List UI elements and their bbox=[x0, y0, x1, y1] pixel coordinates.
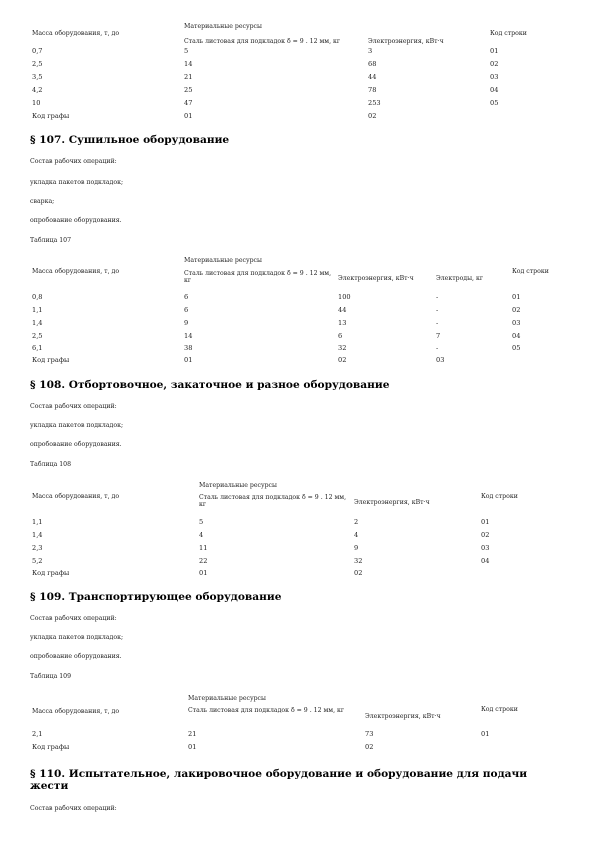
cell-electrodes: - bbox=[436, 306, 439, 314]
cell-energy: 13 bbox=[338, 319, 347, 327]
cell-energy: 44 bbox=[338, 306, 347, 314]
code-cell: 02 bbox=[365, 743, 374, 751]
col-mass-header: Масса оборудования, т, до bbox=[32, 30, 120, 37]
cell-energy: 9 bbox=[354, 544, 359, 552]
cell-steel: 6 bbox=[184, 293, 189, 301]
code-cell: 02 bbox=[354, 569, 363, 577]
col-mass-header: Масса оборудования, т, до bbox=[32, 708, 120, 715]
cell-energy: 2 bbox=[354, 518, 359, 526]
cell-energy: 3 bbox=[368, 47, 373, 55]
operations-label: Состав рабочих операций: bbox=[30, 615, 117, 622]
cell-code: 02 bbox=[481, 531, 490, 539]
section-heading: § 110. Испытательное, лакировочное оборудование и оборудование для подачи жести bbox=[30, 768, 528, 792]
cell-mass: 2,5 bbox=[32, 60, 43, 68]
col-steel-header: Сталь листовая для подкладок δ = 9 . 12 мм, кг bbox=[184, 270, 332, 284]
cell-mass: 1,4 bbox=[32, 531, 43, 539]
cell-steel: 11 bbox=[199, 544, 208, 552]
cell-code: 04 bbox=[490, 86, 499, 94]
cell-mass: 5,2 bbox=[32, 557, 43, 565]
code-cell: 01 bbox=[199, 569, 208, 577]
code-cell: 02 bbox=[368, 112, 377, 120]
code-cell: 01 bbox=[188, 743, 197, 751]
operation-item: укладка пакетов подкладок; bbox=[30, 422, 124, 429]
col-code-header: Код строки bbox=[512, 268, 549, 275]
cell-electrodes: 7 bbox=[436, 332, 441, 340]
code-row-label: Код графы bbox=[32, 112, 70, 120]
group-header: Материальные ресурсы bbox=[184, 257, 262, 264]
cell-code: 05 bbox=[512, 344, 521, 352]
col-steel-header: Сталь листовая для подкладок δ = 9 . 12 мм, кг bbox=[188, 707, 345, 714]
cell-code: 03 bbox=[481, 544, 490, 552]
code-cell: 02 bbox=[338, 356, 347, 364]
cell-energy: 44 bbox=[368, 73, 377, 81]
cell-energy: 4 bbox=[354, 531, 359, 539]
cell-energy: 68 bbox=[368, 60, 377, 68]
col-energy-header: Электроэнергия, кВт·ч bbox=[338, 275, 414, 282]
cell-electrodes: - bbox=[436, 319, 439, 327]
table-caption: Таблица 107 bbox=[30, 237, 72, 244]
cell-code: 05 bbox=[490, 99, 499, 107]
cell-energy: 6 bbox=[338, 332, 343, 340]
cell-steel: 21 bbox=[184, 73, 193, 81]
col-electrodes-header: Электроды, кг bbox=[436, 275, 484, 282]
operation-item: опробование оборудования. bbox=[30, 653, 122, 660]
operation-item: сварка; bbox=[30, 198, 55, 205]
cell-code: 02 bbox=[490, 60, 499, 68]
cell-mass: 2,3 bbox=[32, 544, 43, 552]
code-cell: 01 bbox=[184, 112, 193, 120]
cell-code: 01 bbox=[490, 47, 499, 55]
cell-mass: 4,2 bbox=[32, 86, 43, 94]
cell-code: 04 bbox=[512, 332, 521, 340]
cell-energy: 32 bbox=[338, 344, 347, 352]
table-caption: Таблица 108 bbox=[30, 461, 72, 468]
code-row-label: Код графы bbox=[32, 569, 70, 577]
code-cell: 01 bbox=[184, 356, 193, 364]
cell-steel: 38 bbox=[184, 344, 193, 352]
operation-item: укладка пакетов подкладок; bbox=[30, 179, 124, 186]
col-steel-header: Сталь листовая для подкладок δ = 9 . 12 мм, кг bbox=[184, 38, 341, 45]
cell-steel: 22 bbox=[199, 557, 208, 565]
cell-code: 03 bbox=[490, 73, 499, 81]
code-row-label: Код графы bbox=[32, 356, 70, 364]
table-caption: Таблица 109 bbox=[30, 673, 72, 680]
cell-steel: 14 bbox=[184, 60, 193, 68]
operations-label: Состав рабочих операций: bbox=[30, 805, 117, 812]
col-energy-header: Электроэнергия, кВт·ч bbox=[365, 713, 441, 720]
cell-steel: 6 bbox=[184, 306, 189, 314]
cell-energy: 73 bbox=[365, 730, 374, 738]
section-heading: § 108. Отбортовочное, закаточное и разное оборудование bbox=[30, 379, 390, 391]
code-cell: 03 bbox=[436, 356, 445, 364]
group-header: Материальные ресурсы bbox=[188, 695, 266, 702]
cell-energy: 253 bbox=[368, 99, 381, 107]
cell-code: 02 bbox=[512, 306, 521, 314]
operations-label: Состав рабочих операций: bbox=[30, 158, 117, 165]
cell-mass: 1,1 bbox=[32, 306, 43, 314]
col-code-header: Код строки bbox=[490, 30, 527, 37]
cell-steel: 5 bbox=[184, 47, 189, 55]
cell-electrodes: - bbox=[436, 293, 439, 301]
operations-label: Состав рабочих операций: bbox=[30, 403, 117, 410]
cell-steel: 21 bbox=[188, 730, 197, 738]
cell-steel: 9 bbox=[184, 319, 189, 327]
col-mass-header: Масса оборудования, т, до bbox=[32, 268, 120, 275]
cell-steel: 5 bbox=[199, 518, 204, 526]
col-energy-header: Электроэнергия, кВт·ч bbox=[368, 38, 444, 45]
cell-code: 01 bbox=[481, 730, 490, 738]
operation-item: опробование оборудования. bbox=[30, 217, 122, 224]
cell-steel: 25 bbox=[184, 86, 193, 94]
cell-electrodes: - bbox=[436, 344, 439, 352]
code-row-label: Код графы bbox=[32, 743, 70, 751]
operation-item: укладка пакетов подкладок; bbox=[30, 634, 124, 641]
section-heading: § 107. Сушильное оборудование bbox=[30, 134, 230, 146]
cell-mass: 10 bbox=[32, 99, 41, 107]
col-steel-header: Сталь листовая для подкладок δ = 9 . 12 мм, кг bbox=[199, 494, 347, 508]
cell-mass: 1,1 bbox=[32, 518, 43, 526]
cell-energy: 32 bbox=[354, 557, 363, 565]
cell-energy: 78 bbox=[368, 86, 377, 94]
cell-mass: 6,1 bbox=[32, 344, 43, 352]
group-header: Материальные ресурсы bbox=[184, 23, 262, 30]
col-code-header: Код строки bbox=[481, 706, 518, 713]
col-code-header: Код строки bbox=[481, 493, 518, 500]
cell-code: 03 bbox=[512, 319, 521, 327]
cell-mass: 3,5 bbox=[32, 73, 43, 81]
cell-steel: 14 bbox=[184, 332, 193, 340]
cell-mass: 0,8 bbox=[32, 293, 43, 301]
cell-steel: 47 bbox=[184, 99, 193, 107]
cell-mass: 2,5 bbox=[32, 332, 43, 340]
cell-energy: 100 bbox=[338, 293, 351, 301]
cell-code: 04 bbox=[481, 557, 490, 565]
col-energy-header: Электроэнергия, кВт·ч bbox=[354, 499, 430, 506]
section-heading: § 109. Транспортирующее оборудование bbox=[30, 591, 282, 603]
cell-mass: 1,4 bbox=[32, 319, 43, 327]
col-mass-header: Масса оборудования, т, до bbox=[32, 493, 120, 500]
cell-code: 01 bbox=[512, 293, 521, 301]
cell-mass: 2,1 bbox=[32, 730, 43, 738]
cell-steel: 4 bbox=[199, 531, 204, 539]
cell-code: 01 bbox=[481, 518, 490, 526]
operation-item: опробование оборудования. bbox=[30, 441, 122, 448]
cell-mass: 0,7 bbox=[32, 47, 43, 55]
group-header: Материальные ресурсы bbox=[199, 482, 277, 489]
